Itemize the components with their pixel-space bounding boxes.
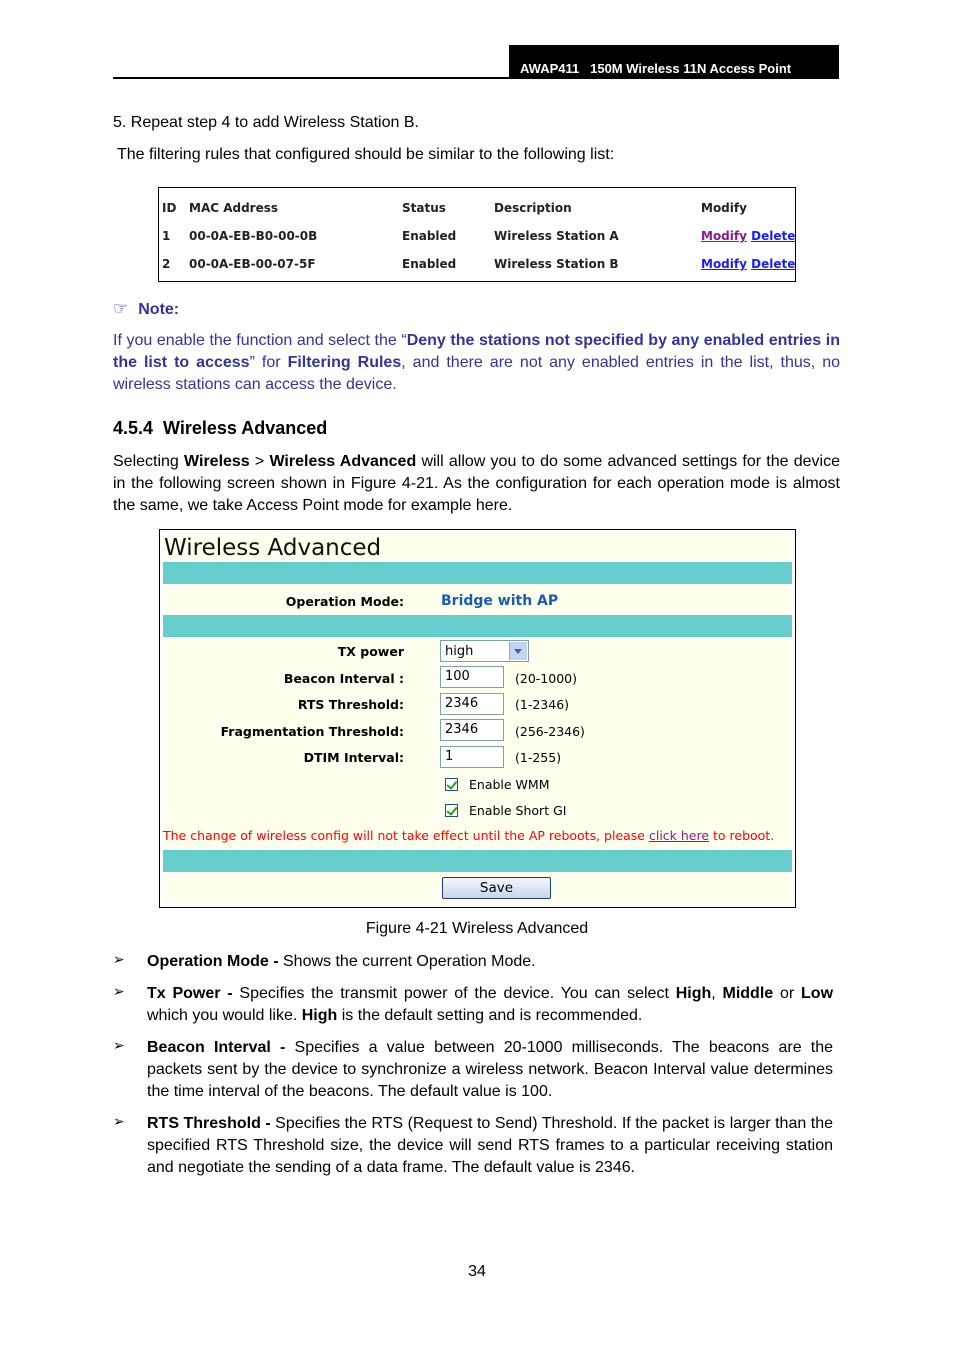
rts-threshold-label: RTS Threshold: — [297, 697, 404, 712]
row2-id: 2 — [162, 257, 171, 271]
section-text-1: Selecting — [113, 453, 185, 470]
col-modify: Modify — [701, 201, 747, 215]
beacon-interval-input[interactable]: 100 — [440, 666, 504, 688]
note-text-2: ” for — [249, 354, 288, 371]
wireless-advanced-screenshot — [159, 529, 796, 908]
bullet-beacon-interval — [113, 1037, 833, 1103]
section-bold-1: Wireless — [184, 453, 250, 470]
note-text-3: , and there are not any enabled entries in the list, thus, no wireless stations can access the device. — [113, 354, 841, 393]
intro-paragraph: The filtering rules that configured should be similar to the following list: — [117, 146, 615, 163]
bullet-2-bold-2: High — [675, 985, 712, 1002]
header-model: AWAP411 — [520, 61, 580, 76]
step-5: 5. Repeat step 4 to add Wireless Station B. — [113, 114, 419, 131]
beacon-interval-range: (20-1000) — [515, 671, 577, 686]
rts-threshold-input[interactable]: 2346 — [440, 693, 504, 715]
col-status: Status — [402, 201, 446, 215]
row1-modify-link[interactable]: Modify — [701, 229, 747, 243]
figure-caption: Figure 4-21 Wireless Advanced — [365, 920, 589, 937]
section-text-2: > — [249, 453, 270, 470]
tx-power-select[interactable] — [440, 640, 529, 662]
filter-rules-table — [158, 187, 796, 282]
screen-title: Wireless Advanced — [164, 535, 382, 561]
arrow-bullet-icon: ➢ — [113, 951, 125, 967]
screen-bar-3 — [163, 850, 792, 872]
bullet-3-text: Specifies a value between 20-1000 milliseconds. The beacons are the packets sent by the device to synchronize a wireless network. Beacon Interval value determines the time interval of the beacons. The default value is 100. — [147, 1039, 833, 1100]
bullet-2-text-4: which you would like. — [147, 1007, 302, 1024]
fragmentation-threshold-label: Fragmentation Threshold: — [220, 724, 404, 739]
operation-mode-value: Bridge with AP — [441, 593, 559, 609]
note-label: Note: — [138, 301, 180, 318]
warning-text-end: to reboot. — [709, 828, 775, 843]
tx-power-label: TX power — [337, 644, 404, 659]
fragmentation-threshold-range: (256-2346) — [515, 724, 585, 739]
warning-text: The change of wireless config will not take effect until the AP reboots, please — [163, 828, 649, 843]
enable-wmm-label: Enable WMM — [469, 777, 550, 792]
chevron-down-icon[interactable] — [509, 642, 527, 660]
reboot-warning — [163, 828, 774, 843]
bullet-2-bold-4: Low — [801, 985, 834, 1002]
section-text-3: will allow you to do some advanced settings for the device in the following screen shown in Figure 4-21. As the configuration for each operation mode is almost the same, we take Access Point mode for example here. — [113, 453, 840, 514]
row2-mac: 00-0A-EB-00-07-5F — [189, 257, 316, 271]
row2-delete-link[interactable]: Delete — [751, 257, 796, 271]
col-mac: MAC Address — [189, 201, 279, 215]
arrow-bullet-icon: ➢ — [113, 983, 125, 999]
note-bold-2: Filtering Rules — [287, 354, 402, 371]
beacon-interval-label: Beacon Interval : — [283, 671, 404, 686]
screen-bar-2 — [163, 615, 792, 637]
arrow-bullet-icon: ➢ — [113, 1113, 125, 1129]
bullet-operation-mode — [113, 951, 833, 973]
section-heading: 4.5.4 Wireless Advanced — [113, 418, 328, 438]
screen-bar-1 — [163, 562, 792, 584]
bullet-rts-threshold — [113, 1113, 833, 1179]
note-header — [113, 299, 179, 319]
click-here-link[interactable]: click here — [648, 828, 710, 843]
hand-pointing-icon: ☞ — [113, 299, 129, 318]
bullet-tx-power — [113, 983, 833, 1027]
row1-mac: 00-0A-EB-B0-00-0B — [189, 229, 318, 243]
row2-modify-link[interactable]: Modify — [701, 257, 747, 271]
page-number: 34 — [468, 1263, 486, 1280]
col-description: Description — [494, 201, 572, 215]
row2-description: Wireless Station B — [494, 257, 619, 271]
dtim-interval-label: DTIM Interval: — [303, 750, 404, 765]
note-bold-1: Deny the stations not specified by any enabled entries in the list to access — [113, 332, 840, 371]
bullet-2-text-2: , — [711, 985, 723, 1002]
section-paragraph — [113, 451, 840, 517]
note-text-1: If you enable the function and select the “ — [113, 332, 407, 349]
screen-body — [163, 533, 792, 904]
bullet-4-term: RTS Threshold - — [147, 1115, 271, 1132]
bullet-2-text-5: is the default setting and is recommended. — [337, 1007, 643, 1024]
bullet-2-term: Tx Power - — [147, 985, 233, 1002]
bullet-2-text: Specifies the transmit power of the device. You can select — [232, 985, 676, 1002]
note-body — [113, 330, 840, 396]
section-bold-2: Wireless Advanced — [269, 453, 417, 470]
fragmentation-threshold-input[interactable]: 2346 — [440, 719, 504, 741]
bullet-2-text-3: or — [773, 985, 802, 1002]
enable-wmm-checkbox[interactable] — [445, 778, 458, 791]
tx-power-value: high — [445, 644, 474, 659]
bullet-3-term: Beacon Interval - — [147, 1039, 286, 1056]
rts-threshold-range: (1-2346) — [515, 697, 570, 712]
row1-delete-link[interactable]: Delete — [751, 229, 796, 243]
dtim-interval-range: (1-255) — [515, 750, 562, 765]
row2-status: Enabled — [402, 257, 457, 271]
dtim-interval-input[interactable]: 1 — [440, 746, 504, 768]
bullet-2-bold-5: High — [301, 1007, 338, 1024]
bullet-1-text: Shows the current Operation Mode. — [278, 953, 536, 970]
header-product: 150M Wireless 11N Access Point — [590, 61, 792, 76]
save-button[interactable]: Save — [442, 877, 551, 899]
header-title — [509, 45, 839, 79]
col-id: ID — [162, 201, 177, 215]
bullet-1-term: Operation Mode - — [147, 953, 279, 970]
arrow-bullet-icon: ➢ — [113, 1037, 125, 1053]
row1-id: 1 — [162, 229, 171, 243]
operation-mode-label: Operation Mode: — [285, 594, 404, 609]
bullet-2-bold-3: Middle — [722, 985, 774, 1002]
row1-description: Wireless Station A — [494, 229, 619, 243]
enable-short-gi-checkbox[interactable] — [445, 804, 458, 817]
enable-short-gi-label: Enable Short GI — [469, 803, 567, 818]
bullet-4-text: Specifies the RTS (Request to Send) Threshold. If the packet is larger than the specified RTS Threshold size, the device will send RTS frames to a particular receiving station and negotiate the sending of a data frame. The default value is 2346. — [147, 1115, 833, 1176]
row1-status: Enabled — [402, 229, 457, 243]
